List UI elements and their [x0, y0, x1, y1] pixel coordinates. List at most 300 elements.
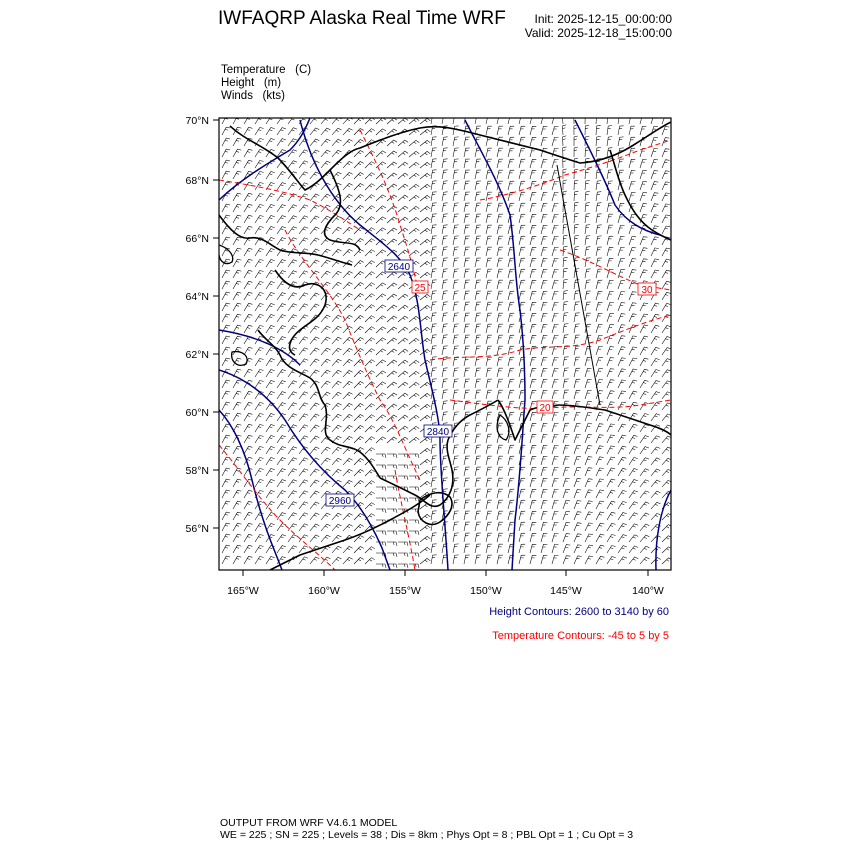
- wind-barb: [453, 379, 459, 388]
- wind-barb: [431, 511, 437, 520]
- wind-barb: [497, 467, 503, 476]
- wind-barb: [651, 115, 658, 124]
- wind-barb: [409, 294, 419, 300]
- wind-barb: [387, 509, 397, 513]
- wind-barb: [464, 544, 470, 553]
- wind-barb: [420, 404, 430, 410]
- wind-barb: [365, 415, 375, 421]
- wind-barb: [640, 369, 648, 377]
- wind-barb: [244, 490, 252, 498]
- wind-barb: [651, 535, 661, 542]
- wind-barb: [585, 302, 591, 311]
- wind-barb: [277, 326, 286, 333]
- wind-barb: [464, 456, 470, 465]
- wind-barb: [475, 390, 481, 399]
- wind-barb: [629, 557, 638, 564]
- wind-barb: [409, 162, 419, 168]
- wind-barb: [288, 524, 297, 531]
- wind-barb: [233, 336, 241, 344]
- wind-barb: [277, 458, 286, 465]
- wind-barb: [299, 205, 308, 212]
- wind-barb: [409, 415, 419, 421]
- wind-barb: [486, 423, 492, 432]
- wind-barb: [486, 445, 492, 454]
- wind-barb: [541, 445, 547, 454]
- wind-barb: [222, 391, 230, 399]
- wind-barb: [310, 414, 319, 421]
- wind-barb: [475, 214, 481, 223]
- wind-barb: [266, 172, 275, 180]
- wind-barb: [398, 393, 408, 399]
- wind-barb: [486, 225, 492, 234]
- wind-barb: [409, 426, 419, 432]
- wind-barb: [662, 414, 671, 421]
- wind-barb: [255, 380, 264, 388]
- wind-barb: [640, 358, 648, 366]
- wind-barb: [497, 445, 503, 454]
- height-contour-east: [575, 120, 671, 240]
- wind-barb: [651, 458, 660, 465]
- wind-barb: [288, 271, 297, 278]
- wind-barb: [640, 303, 648, 311]
- wind-barb: [442, 302, 448, 311]
- wind-barb: [618, 380, 626, 388]
- height-contour-north: [219, 118, 310, 200]
- wind-barb: [453, 313, 459, 322]
- wind-barb: [530, 555, 536, 564]
- wind-barb: [255, 248, 264, 256]
- wind-barb: [222, 523, 230, 531]
- wind-barb: [497, 511, 503, 520]
- wind-barb: [552, 280, 559, 289]
- wind-barb: [596, 446, 604, 454]
- wind-barb: [354, 525, 364, 532]
- wind-barb: [640, 469, 649, 476]
- wind-barb: [464, 137, 470, 146]
- wind-barb: [244, 314, 252, 322]
- wind-barb: [299, 293, 308, 300]
- wind-barb: [563, 523, 570, 531]
- wind-barb: [321, 524, 330, 531]
- wind-barb: [585, 203, 590, 213]
- wind-barb: [354, 371, 364, 378]
- lat-label: 58°N: [185, 465, 209, 477]
- wind-barb: [585, 512, 593, 520]
- wind-barb: [574, 390, 580, 399]
- wind-barb: [398, 228, 408, 234]
- wind-barb: [574, 136, 578, 146]
- wind-barb: [222, 116, 230, 124]
- wind-barb: [607, 137, 612, 146]
- wind-barb: [475, 533, 481, 542]
- wind-barb: [486, 302, 492, 311]
- wind-barb: [288, 205, 297, 212]
- wind-barb: [233, 149, 241, 157]
- wind-barb: [431, 170, 437, 179]
- wind-barb: [321, 315, 330, 322]
- wind-barb: [387, 283, 397, 289]
- wind-barb: [519, 533, 525, 542]
- wind-barb: [354, 261, 364, 268]
- wind-barb: [662, 204, 670, 212]
- wind-barb: [486, 214, 492, 223]
- wind-barb: [332, 128, 342, 135]
- wind-barb: [321, 249, 330, 256]
- wind-barb: [354, 437, 364, 444]
- wind-barb: [277, 293, 286, 300]
- wind-barb: [519, 236, 525, 245]
- wind-barb: [629, 237, 636, 246]
- wind-barb: [519, 258, 525, 267]
- wind-barb: [640, 480, 649, 487]
- wind-barb: [288, 491, 297, 498]
- wind-barb: [321, 194, 330, 201]
- wind-barb: [233, 270, 241, 278]
- map-title: IWFAQRP Alaska Real Time WRF: [218, 8, 506, 29]
- wind-barb: [409, 173, 419, 179]
- wind-barb: [662, 436, 671, 443]
- wind-barb: [442, 269, 448, 278]
- wind-barb: [244, 435, 252, 443]
- wind-barb: [640, 182, 647, 191]
- wind-barb: [420, 316, 430, 322]
- wind-barb: [376, 498, 386, 502]
- wind-barb: [343, 337, 353, 344]
- wind-barb: [475, 478, 481, 487]
- wind-barb: [365, 206, 375, 212]
- wind-barb: [365, 503, 375, 509]
- wind-barb: [574, 368, 580, 377]
- wind-barb: [398, 140, 408, 146]
- wind-barb: [255, 270, 264, 278]
- wind-barb: [552, 489, 559, 498]
- wind-barb: [310, 425, 319, 432]
- wind-barb: [398, 553, 408, 557]
- wind-barb: [310, 227, 319, 234]
- wind-barb: [519, 214, 525, 223]
- wind-barb: [387, 217, 397, 223]
- temp-label-20: 20: [539, 403, 551, 414]
- wind-barb: [629, 546, 638, 553]
- wind-barb: [530, 544, 536, 553]
- wind-barb: [574, 180, 578, 190]
- wind-barb: [420, 250, 430, 256]
- wind-barb: [299, 216, 308, 223]
- wind-barb: [288, 480, 297, 487]
- height-contour-west-1: [219, 370, 390, 570]
- wind-barb: [475, 291, 481, 300]
- wind-barb: [541, 423, 547, 432]
- wind-barb: [552, 445, 559, 454]
- wind-barb: [640, 215, 647, 223]
- wind-barb: [640, 513, 649, 520]
- wind-barb: [310, 480, 319, 487]
- wind-barb: [332, 381, 342, 388]
- wind-barb: [585, 435, 592, 443]
- height-contour-legend: Height Contours: 2600 to 3140 by 60: [489, 606, 669, 618]
- wind-barb: [431, 247, 437, 256]
- wind-barb: [574, 534, 582, 542]
- wind-barb: [376, 338, 386, 344]
- wind-barb: [530, 126, 536, 135]
- wind-barb: [409, 316, 419, 322]
- wind-barb: [530, 489, 536, 498]
- wind-barb: [277, 480, 286, 487]
- wind-barb: [453, 456, 459, 465]
- wind-barb: [244, 248, 252, 256]
- wind-barb: [508, 346, 514, 355]
- wind-barb: [530, 522, 536, 531]
- peninsula-south: [300, 495, 430, 555]
- wind-barb: [585, 247, 590, 256]
- wind-barb: [299, 337, 308, 344]
- wind-barb: [343, 524, 353, 531]
- wind-barb: [508, 390, 514, 399]
- wind-barb: [453, 170, 459, 179]
- wind-barb: [387, 404, 397, 410]
- wind-barb: [222, 512, 230, 520]
- wind-barb: [398, 305, 408, 311]
- wind-barb: [662, 259, 670, 267]
- wind-barb: [585, 457, 592, 465]
- lon-label: 165°W: [227, 585, 259, 597]
- wind-barb: [244, 127, 252, 135]
- wind-barb: [497, 225, 503, 234]
- wind-barb: [222, 237, 230, 245]
- wind-barb: [431, 357, 437, 366]
- wind-barb: [255, 369, 264, 377]
- wind-barb: [574, 324, 580, 333]
- wind-barb: [277, 139, 286, 146]
- wind-barb: [431, 302, 437, 311]
- wind-barb: [332, 557, 342, 564]
- wind-barb: [497, 357, 503, 366]
- wind-barb: [541, 137, 547, 146]
- wind-barb: [475, 522, 481, 531]
- wind-barb: [244, 193, 252, 201]
- wind-barb: [596, 501, 604, 509]
- wind-barb: [651, 160, 658, 168]
- wind-barb: [629, 336, 637, 344]
- wind-barb: [464, 533, 470, 542]
- wind-barb: [442, 280, 448, 289]
- wind-barb: [607, 236, 613, 245]
- wind-barb: [310, 447, 319, 454]
- wind-barb: [420, 415, 430, 421]
- wind-barb: [585, 523, 593, 531]
- wind-barb: [585, 169, 590, 179]
- wind-barb: [552, 390, 559, 399]
- wind-barb: [464, 423, 470, 432]
- wind-barb: [376, 426, 386, 432]
- wind-barb: [519, 203, 525, 212]
- wind-barb: [497, 555, 503, 564]
- wind-barb: [365, 327, 375, 333]
- wind-barb: [464, 346, 470, 355]
- wind-barb: [321, 392, 330, 399]
- wind-barb: [453, 555, 459, 564]
- wind-barb: [508, 115, 514, 124]
- wind-barb: [552, 126, 559, 135]
- wind-barb: [596, 269, 602, 278]
- wind-barb: [541, 192, 547, 201]
- wind-barb: [486, 291, 492, 300]
- wind-barb: [420, 228, 430, 234]
- wind-barb: [629, 502, 638, 509]
- wind-barb: [585, 114, 589, 124]
- wind-barb: [277, 282, 286, 289]
- wind-barb: [343, 161, 353, 168]
- wind-barb: [233, 259, 241, 267]
- wind-barb: [497, 236, 503, 245]
- wind-barb: [596, 534, 604, 542]
- wind-barb: [332, 370, 342, 377]
- wind-barb: [266, 304, 275, 312]
- wind-barb: [596, 358, 603, 367]
- wind-barb: [574, 434, 581, 443]
- wind-barb: [651, 414, 660, 421]
- wind-barb: [640, 259, 648, 267]
- wind-barb: [233, 545, 241, 553]
- wind-barb: [497, 500, 503, 509]
- wind-barb: [420, 140, 430, 146]
- wind-barb: [552, 511, 559, 520]
- wind-barb: [607, 347, 614, 355]
- wind-barb: [222, 292, 230, 300]
- wind-barb: [277, 370, 286, 377]
- wind-barb: [343, 139, 353, 146]
- wind-barb: [662, 281, 670, 289]
- wind-barb: [420, 173, 430, 179]
- wind-barb: [409, 393, 419, 399]
- wind-barb: [651, 259, 659, 267]
- wind-barb: [266, 491, 275, 499]
- wind-barb: [662, 270, 670, 278]
- wind-barb: [585, 368, 592, 377]
- wind-barb: [541, 390, 547, 399]
- wind-barb: [508, 467, 514, 476]
- wind-barb: [222, 534, 230, 542]
- wind-barb: [486, 247, 492, 256]
- wind-barb: [519, 489, 525, 498]
- wind-barb: [508, 148, 514, 157]
- wind-barb: [409, 195, 419, 201]
- wind-barb: [530, 511, 536, 520]
- wind-barb: [310, 304, 319, 311]
- wind-barb: [530, 258, 536, 267]
- wind-barb: [365, 338, 375, 344]
- wind-barb: [486, 148, 492, 157]
- wind-barb: [431, 313, 437, 322]
- wind-barb: [431, 214, 437, 223]
- wind-barb: [618, 546, 627, 553]
- wind-barb: [607, 225, 613, 234]
- wind-barb: [607, 490, 615, 498]
- wind-barb: [398, 542, 408, 546]
- wind-barb: [376, 349, 386, 355]
- wind-barb: [552, 368, 559, 377]
- wind-barb: [574, 169, 578, 179]
- wind-barb: [233, 248, 241, 256]
- wind-barb: [442, 346, 448, 355]
- wind-barb: [255, 534, 264, 542]
- wind-barb: [574, 468, 581, 477]
- wind-barb: [585, 390, 592, 399]
- wind-barb: [288, 260, 297, 267]
- islands: [219, 245, 509, 440]
- wind-barb: [222, 545, 230, 553]
- wind-barb: [563, 501, 570, 510]
- wind-barb: [464, 379, 470, 388]
- wind-barb: [662, 381, 671, 388]
- wind-barb: [552, 269, 559, 278]
- wind-barb: [497, 170, 503, 179]
- wind-barb: [541, 489, 547, 498]
- wind-barb: [442, 313, 448, 322]
- temp-label-30: 30: [641, 285, 653, 296]
- wind-barb: [442, 412, 448, 421]
- wind-barb: [662, 359, 671, 366]
- wind-barb: [255, 391, 264, 399]
- model-config: WE = 225 ; SN = 225 ; Levels = 38 ; Dis = 8km ; Phys Opt = 8 ; PBL Opt = 1 ; Cu Opt = 3: [220, 829, 634, 841]
- wind-barb: [277, 469, 286, 476]
- wind-barb: [607, 214, 613, 223]
- height-contours: [219, 118, 671, 570]
- wind-barb: [596, 192, 601, 201]
- wind-barb: [519, 126, 525, 135]
- wind-barb: [387, 393, 397, 399]
- wind-barb: [398, 404, 408, 410]
- wind-barb: [321, 128, 330, 135]
- wind-barb: [266, 216, 275, 224]
- wind-barb: [629, 358, 637, 366]
- wind-barb: [409, 338, 419, 344]
- wind-barb: [255, 127, 264, 135]
- wind-barb: [321, 260, 330, 267]
- lon-label: 140°W: [632, 585, 664, 597]
- wind-barb: [574, 412, 581, 421]
- wind-barb: [585, 313, 591, 322]
- wind-barb: [332, 414, 342, 421]
- wind-barb: [420, 305, 430, 311]
- wind-barb: [486, 511, 492, 520]
- wind-barb: [343, 458, 353, 465]
- wind-barb: [244, 534, 252, 542]
- wind-barb: [563, 423, 569, 432]
- wind-barb: [453, 247, 459, 256]
- wind-barb: [552, 335, 559, 344]
- wind-barb: [618, 159, 624, 168]
- wind-barb: [255, 193, 264, 201]
- wind-barb: [563, 534, 570, 542]
- wind-barb: [618, 524, 627, 532]
- wind-barb: [365, 151, 375, 157]
- wind-barb: [530, 324, 536, 333]
- wind-barb: [420, 162, 430, 168]
- wind-barb: [552, 357, 559, 366]
- wind-barb: [321, 337, 330, 344]
- wind-barb: [497, 291, 503, 300]
- wind-barb: [398, 349, 408, 355]
- wind-barb: [651, 193, 658, 201]
- wind-barb: [222, 468, 230, 476]
- wind-barb: [607, 457, 615, 465]
- wind-barb: [321, 326, 330, 333]
- wind-barb: [640, 314, 648, 322]
- wind-barb: [354, 228, 364, 235]
- wind-barb: [607, 325, 614, 334]
- wind-barb: [398, 382, 408, 388]
